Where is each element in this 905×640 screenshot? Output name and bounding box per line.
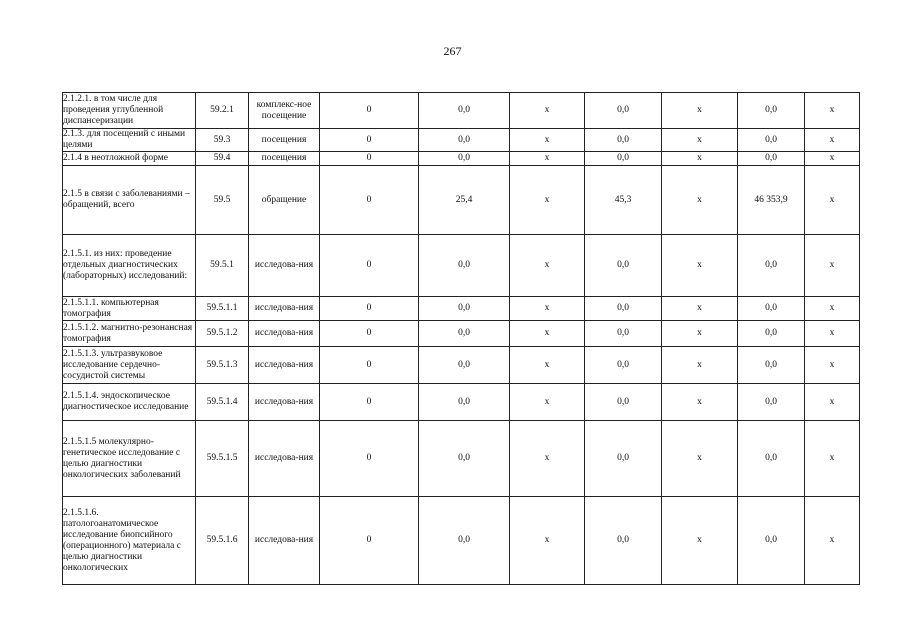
row-code-cell: 59.2.1 [196, 93, 249, 129]
row-value-cell: 0 [320, 497, 419, 585]
row-value-cell: х [805, 321, 860, 347]
table-row [63, 421, 860, 497]
row-value-cell: 0,0 [419, 93, 510, 129]
row-name-cell: 2.1.4 в неотложной форме [63, 152, 196, 166]
row-value-cell: 0,0 [738, 152, 805, 166]
row-value-cell: х [662, 166, 738, 235]
page-number: 267 [443, 44, 462, 58]
row-value-cell: 0,0 [585, 93, 662, 129]
row-value-cell: 0 [320, 166, 419, 235]
row-value-cell: х [805, 166, 860, 235]
data-table [62, 92, 860, 585]
row-name-cell: 2.1.5.1.6. патологоанатомическое исследование биопсийного (операционного) материала с целью диагностики онкологических [63, 497, 196, 585]
table-row [63, 321, 860, 347]
row-value-cell: х [805, 129, 860, 152]
row-value-cell: 0,0 [738, 347, 805, 384]
row-value-cell: 0,0 [738, 497, 805, 585]
row-name-cell: 2.1.5.1. из них: проведение отдельных диагностических (лабораторных) исследований: [63, 235, 196, 297]
row-value-cell: х [510, 152, 585, 166]
row-unit-cell: посещения [249, 129, 320, 152]
row-value-cell: х [510, 347, 585, 384]
row-value-cell: 0,0 [585, 384, 662, 421]
row-unit-cell: исследова-ния [249, 235, 320, 297]
row-value-cell: 0,0 [585, 129, 662, 152]
row-value-cell: 0,0 [585, 347, 662, 384]
row-name-cell: 2.1.5 в связи с заболеваниями – обращений, всего [63, 166, 196, 235]
row-value-cell: 0 [320, 297, 419, 321]
row-value-cell: х [805, 347, 860, 384]
table-row [63, 347, 860, 384]
row-value-cell: 0 [320, 152, 419, 166]
row-value-cell: х [662, 297, 738, 321]
row-value-cell: х [510, 166, 585, 235]
row-unit-cell: исследова-ния [249, 384, 320, 421]
table-row [63, 235, 860, 297]
row-value-cell: х [510, 497, 585, 585]
row-value-cell: 0,0 [585, 497, 662, 585]
row-unit-cell: исследова-ния [249, 497, 320, 585]
row-value-cell: х [662, 129, 738, 152]
row-code-cell: 59.3 [196, 129, 249, 152]
row-value-cell: 0 [320, 347, 419, 384]
row-code-cell: 59.5.1.4 [196, 384, 249, 421]
row-value-cell: х [662, 235, 738, 297]
row-code-cell: 59.5.1 [196, 235, 249, 297]
row-value-cell: х [510, 129, 585, 152]
table-body [63, 93, 860, 585]
row-value-cell: 0,0 [419, 321, 510, 347]
row-value-cell: х [510, 297, 585, 321]
table-row [63, 93, 860, 129]
row-value-cell: х [805, 297, 860, 321]
row-unit-cell: исследова-ния [249, 421, 320, 497]
row-value-cell: х [510, 421, 585, 497]
row-value-cell: 0 [320, 321, 419, 347]
row-value-cell: 0,0 [419, 235, 510, 297]
row-value-cell: 45,3 [585, 166, 662, 235]
row-value-cell: 25,4 [419, 166, 510, 235]
row-value-cell: 0,0 [738, 129, 805, 152]
row-value-cell: х [510, 321, 585, 347]
row-value-cell: х [805, 497, 860, 585]
row-unit-cell: посещения [249, 152, 320, 166]
row-value-cell: 0 [320, 235, 419, 297]
row-value-cell: х [805, 235, 860, 297]
row-value-cell: 0 [320, 129, 419, 152]
row-value-cell: х [662, 497, 738, 585]
row-value-cell: 0,0 [419, 152, 510, 166]
row-name-cell: 2.1.5.1.3. ультразвуковое исследование сердечно-сосудистой системы [63, 347, 196, 384]
row-value-cell: х [805, 384, 860, 421]
row-name-cell: 2.1.2.1. в том числе для проведения углубленной диспансеризации [63, 93, 196, 129]
row-unit-cell: комплекс-ное посещение [249, 93, 320, 129]
row-value-cell: 0,0 [419, 384, 510, 421]
row-value-cell: х [510, 235, 585, 297]
table-row [63, 384, 860, 421]
table-row [63, 297, 860, 321]
row-code-cell: 59.5.1.6 [196, 497, 249, 585]
row-unit-cell: исследова-ния [249, 347, 320, 384]
row-value-cell: х [805, 93, 860, 129]
row-value-cell: 0,0 [585, 421, 662, 497]
table-row [63, 129, 860, 152]
row-value-cell: 0,0 [585, 235, 662, 297]
row-code-cell: 59.5.1.2 [196, 321, 249, 347]
row-value-cell: 0,0 [738, 421, 805, 497]
row-value-cell: х [805, 152, 860, 166]
row-unit-cell: исследова-ния [249, 297, 320, 321]
table-row [63, 497, 860, 585]
row-name-cell: 2.1.5.1.1. компьютерная томография [63, 297, 196, 321]
table-row [63, 152, 860, 166]
row-value-cell: х [805, 421, 860, 497]
table-row [63, 166, 860, 235]
row-code-cell: 59.5 [196, 166, 249, 235]
row-value-cell: 0 [320, 93, 419, 129]
row-value-cell: 0,0 [419, 347, 510, 384]
row-value-cell: 0,0 [738, 321, 805, 347]
row-value-cell: 0,0 [585, 152, 662, 166]
row-value-cell: х [662, 321, 738, 347]
row-value-cell: 0,0 [419, 497, 510, 585]
row-value-cell: 0,0 [738, 384, 805, 421]
row-value-cell: х [662, 152, 738, 166]
row-value-cell: 0,0 [585, 321, 662, 347]
row-value-cell: 0,0 [585, 297, 662, 321]
row-code-cell: 59.5.1.3 [196, 347, 249, 384]
row-name-cell: 2.1.3. для посещений с иными целями [63, 129, 196, 152]
row-value-cell: х [662, 347, 738, 384]
row-name-cell: 2.1.5.1.5 молекулярно-генетическое исследование с целью диагностики онкологических заболеваний [63, 421, 196, 497]
row-value-cell: 0 [320, 384, 419, 421]
row-value-cell: х [662, 421, 738, 497]
row-value-cell: 0,0 [738, 297, 805, 321]
row-value-cell: 0,0 [419, 129, 510, 152]
row-value-cell: х [510, 384, 585, 421]
row-value-cell: 0,0 [738, 93, 805, 129]
row-name-cell: 2.1.5.1.4. эндоскопическое диагностическое исследование [63, 384, 196, 421]
row-value-cell: 0,0 [738, 235, 805, 297]
row-code-cell: 59.5.1.5 [196, 421, 249, 497]
row-code-cell: 59.4 [196, 152, 249, 166]
row-unit-cell: исследова-ния [249, 321, 320, 347]
row-value-cell: х [662, 384, 738, 421]
row-value-cell: 0 [320, 421, 419, 497]
row-value-cell: 0,0 [419, 297, 510, 321]
row-value-cell: 46 353,9 [738, 166, 805, 235]
row-unit-cell: обращение [249, 166, 320, 235]
row-value-cell: х [510, 93, 585, 129]
row-code-cell: 59.5.1.1 [196, 297, 249, 321]
row-value-cell: х [662, 93, 738, 129]
row-name-cell: 2.1.5.1.2. магнитно-резонансная томография [63, 321, 196, 347]
row-value-cell: 0,0 [419, 421, 510, 497]
